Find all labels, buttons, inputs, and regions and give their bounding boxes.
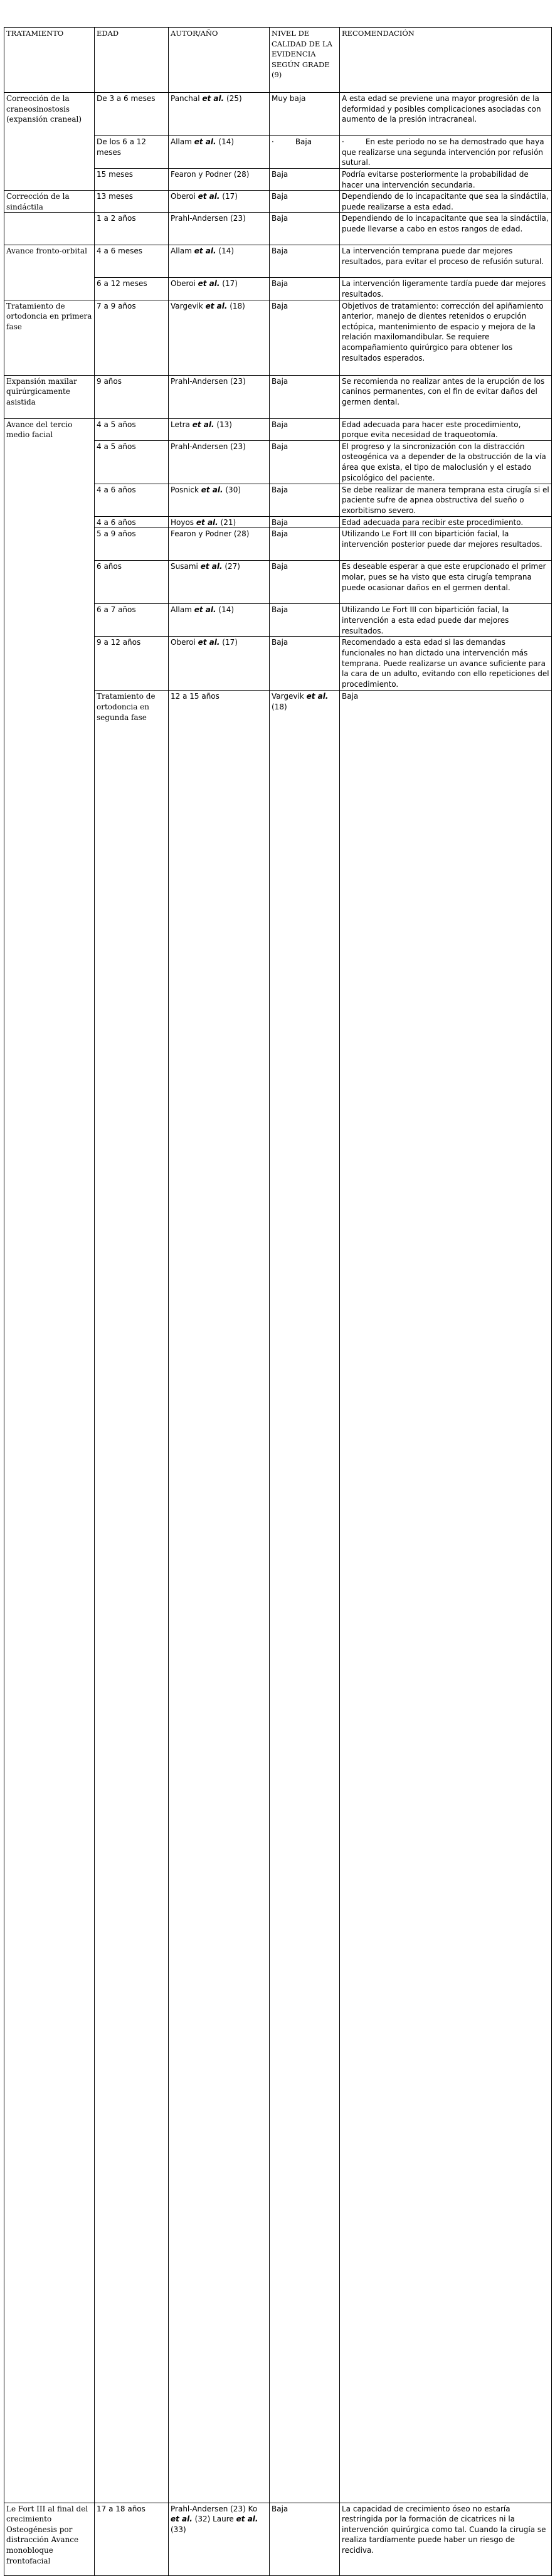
bullet: ·	[342, 137, 344, 146]
table-row	[4, 213, 552, 245]
table-row	[4, 191, 552, 213]
evidence-level-cell: Baja	[270, 561, 340, 604]
evidence-level-cell: · Baja	[270, 136, 340, 169]
author-cell: Allam et al. (14)	[169, 136, 270, 169]
treatment-cell: Tratamiento de ortodoncia en segunda fase	[95, 691, 169, 2503]
recommendation-cell: La capacidad de crecimiento óseo no estaría restringida por la formación de cicatrices ni la intervención quirúrgica como tal. Cuando la cirugía se realiza tardíamente puede haber un riesgo de recidiva.	[340, 2503, 552, 2575]
recommendation-cell: La intervención ligeramente tardía puede dar mejores resultados.	[340, 278, 552, 300]
evidence-level-cell: Baja	[270, 2503, 340, 2575]
author-cell: Panchal et al. (25)	[169, 93, 270, 136]
recommendation-cell: Dependiendo de lo incapacitante que sea la sindáctila, puede llevarse a cabo en estos rangos de edad.	[340, 213, 552, 245]
table-row	[4, 2503, 552, 2575]
bullet: ·	[272, 137, 274, 146]
age-cell: 9 a 12 años	[95, 637, 169, 691]
evidence-level-cell: Baja	[340, 691, 552, 2503]
recommendation-cell: Utilizando Le Fort III con bipartición facial, la intervención a esta edad puede dar mejores resultados.	[340, 604, 552, 637]
recommendation-cell: A esta edad se previene una mayor progresión de la deformidad y posibles complicaciones asociadas con aumento de la presión intracraneal.	[340, 93, 552, 136]
treatment-cell: Tratamiento de ortodoncia en primera fase	[4, 300, 95, 375]
evidence-level-cell: Baja	[270, 375, 340, 418]
evidence-level-cell: Baja	[270, 278, 340, 300]
age-cell: 7 a 9 años	[95, 300, 169, 375]
age-cell: 4 a 6 meses	[95, 245, 169, 278]
author-cell: Prahl-Andersen (23)	[169, 440, 270, 484]
age-cell: 6 a 12 meses	[95, 278, 169, 300]
header-nivel-ref: (9)	[272, 70, 282, 80]
evidence-table	[4, 27, 552, 2576]
author-cell: Hoyos et al. (21)	[169, 516, 270, 528]
age-cell: 4 a 6 años	[95, 516, 169, 528]
author-cell: Susami et al. (27)	[169, 561, 270, 604]
age-cell: 6 a 7 años	[95, 604, 169, 637]
recommendation-cell: Se debe realizar de manera temprana esta cirugía si el paciente sufre de apnea obstructiva del sueño o exorbitismo severo.	[340, 484, 552, 516]
evidence-level-cell: Baja	[270, 604, 340, 637]
evidence-level-cell: Baja	[270, 169, 340, 191]
treatment-cell: Corrección de la sindáctila	[4, 191, 95, 213]
treatment-cell: Avance fronto-orbital	[4, 245, 95, 300]
author-cell: Vargevik et al. (18)	[270, 691, 340, 2503]
treatment-cell-empty	[4, 213, 95, 245]
recommendation-cell: Objetivos de tratamiento: corrección del apiñamiento anterior, manejo de dientes retenidos o erupción ectópica, mantenimiento de espacio y mejora de la relación maxilomandibular. Se requiere acompañamiento quirúrgico para obtener los resultados esperados.	[340, 300, 552, 375]
age-cell: 13 meses	[95, 191, 169, 213]
evidence-level-cell: Baja	[270, 191, 340, 213]
author-cell: Oberoi et al. (17)	[169, 278, 270, 300]
header-autor: AUTOR/AÑO	[169, 28, 270, 93]
treatment-cell: Expansión maxilar quirúrgicamente asistida	[4, 375, 95, 418]
age-cell: 17 a 18 años	[95, 2503, 169, 2575]
author-cell: Oberoi et al. (17)	[169, 191, 270, 213]
evidence-level-cell: Baja	[270, 516, 340, 528]
table-row	[4, 300, 552, 375]
author-cell: Vargevik et al. (18)	[169, 300, 270, 375]
age-cell: 12 a 15 años	[169, 691, 270, 2503]
author-cell: Allam et al. (14)	[169, 604, 270, 637]
evidence-level-cell: Baja	[270, 245, 340, 278]
table-row	[4, 93, 552, 136]
age-cell: 5 a 9 años	[95, 528, 169, 561]
age-cell: 6 años	[95, 561, 169, 604]
header-nivel-text: NIVEL DE CALIDAD DE LA EVIDENCIA SEGÚN GRADE	[272, 29, 332, 69]
age-cell: 15 meses	[95, 169, 169, 191]
evidence-level-cell: Baja	[270, 528, 340, 561]
age-cell: 9 años	[95, 375, 169, 418]
recommendation-cell: Dependiendo de lo incapacitante que sea la sindáctila, puede realizarse a esta edad.	[340, 191, 552, 213]
treatment-cell: Le Fort III al final del crecimiento Osteogénesis por distracción Avance monobloque frontofacial	[4, 2503, 95, 2575]
treatment-cell: Corrección de la craneosinostosis (expansión craneal)	[4, 93, 95, 191]
treatment-cell: Avance del tercio medio facial	[4, 418, 95, 2503]
author-cell: Posnick et al. (30)	[169, 484, 270, 516]
recommendation-cell: · En este periodo no se ha demostrado que haya que realizarse una segunda intervención por refusión sutural.	[340, 136, 552, 169]
author-cell: Prahl-Andersen (23)	[169, 375, 270, 418]
recommendation-cell: Podría evitarse posteriormente la probabilidad de hacer una intervención secundaria.	[340, 169, 552, 191]
evidence-level-cell: Baja	[270, 213, 340, 245]
age-cell: 4 a 5 años	[95, 440, 169, 484]
author-cell: Fearon y Podner (28)	[169, 528, 270, 561]
header-row	[4, 28, 552, 93]
author-cell: Prahl-Andersen (23)	[169, 213, 270, 245]
author-cell: Allam et al. (14)	[169, 245, 270, 278]
table-row	[4, 245, 552, 278]
evidence-level-cell: Baja	[270, 418, 340, 440]
recommendation-cell: El progreso y la sincronización con la distracción osteogénica va a depender de la obstrucción de la vía área que exista, el tipo de maloclusión y el estado psicológico del paciente.	[340, 440, 552, 484]
recommendation-cell: Edad adecuada para hacer este procedimiento, porque evita necesidad de traqueotomía.	[340, 418, 552, 440]
evidence-level-cell: Muy baja	[270, 93, 340, 136]
age-cell: 4 a 5 años	[95, 418, 169, 440]
evidence-level-cell: Baja	[270, 440, 340, 484]
author-cell: Prahl-Andersen (23) Ko et al. (32) Laure et al. (33)	[169, 2503, 270, 2575]
recommendation-cell: Edad adecuada para recibir este procedimiento.	[340, 516, 552, 528]
age-cell: De los 6 a 12 meses	[95, 136, 169, 169]
table-row	[4, 375, 552, 418]
age-cell: 1 a 2 años	[95, 213, 169, 245]
author-cell: Oberoi et al. (17)	[169, 637, 270, 691]
recommendation-cell: Utilizando Le Fort III con bipartición facial, la intervención posterior puede dar mejores resultados.	[340, 528, 552, 561]
recommendation-cell: Es deseable esperar a que este erupcionado el primer molar, pues se ha visto que esta cirugía temprana puede ocasionar daños en el germen dental.	[340, 561, 552, 604]
header-nivel	[270, 28, 340, 93]
author-cell: Fearon y Podner (28)	[169, 169, 270, 191]
header-tratamiento: TRATAMIENTO	[4, 28, 95, 93]
recommendation-cell: La intervención temprana puede dar mejores resultados, para evitar el proceso de refusión sutural.	[340, 245, 552, 278]
header-recomendacion: RECOMENDACIÓN	[340, 28, 552, 93]
evidence-level-cell: Baja	[270, 637, 340, 691]
age-cell: De 3 a 6 meses	[95, 93, 169, 136]
recommendation-cell: Recomendado a esta edad si las demandas funcionales no han dictado una intervención más temprana. Puede realizarse un avance suficiente para la cara de un adulto, evitando con ello repeticiones del procedimiento.	[340, 637, 552, 691]
author-cell: Letra et al. (13)	[169, 418, 270, 440]
evidence-level-cell: Baja	[270, 300, 340, 375]
recommendation-cell: Se recomienda no realizar antes de la erupción de los caninos permanentes, con el fin de evitar daños del germen dental.	[340, 375, 552, 418]
table-row	[4, 418, 552, 440]
age-cell: 4 a 6 años	[95, 484, 169, 516]
evidence-level-cell: Baja	[270, 484, 340, 516]
header-edad: EDAD	[95, 28, 169, 93]
